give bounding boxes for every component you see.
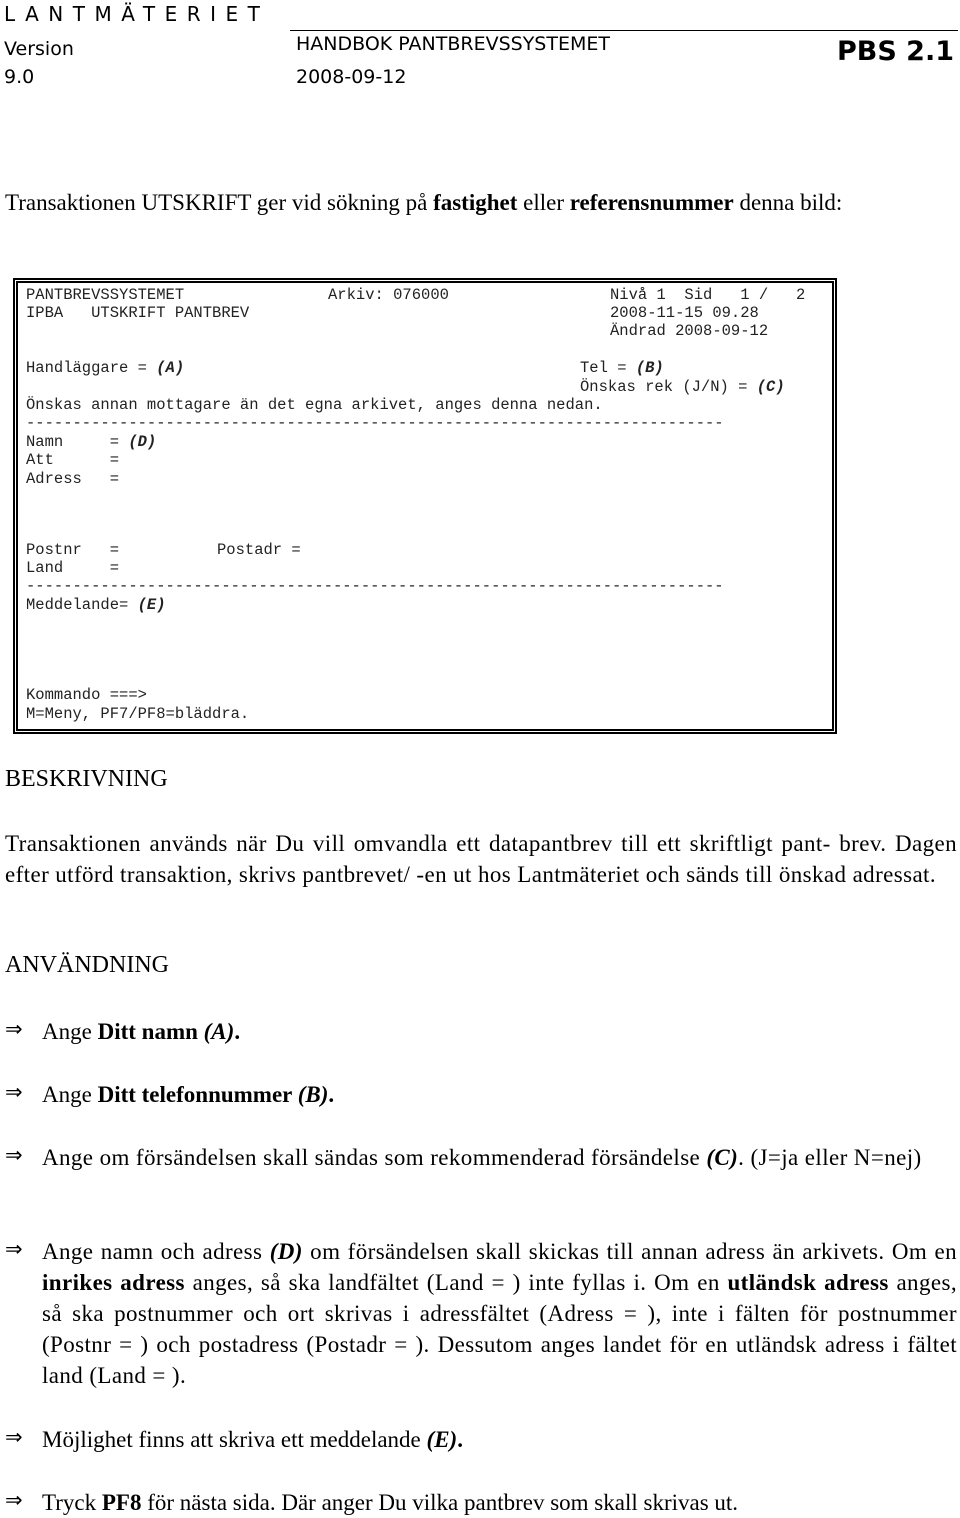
- terminal-screen: [16, 281, 834, 731]
- document-code: PBS 2.1: [836, 36, 954, 67]
- arrow-icon: ⇒: [5, 1488, 23, 1512]
- marker-e: (E): [137, 596, 166, 614]
- arrow-icon: ⇒: [5, 1425, 23, 1449]
- section-heading-anvandning: ANVÄNDNING: [5, 952, 169, 978]
- header-rule: [290, 30, 958, 31]
- other-recipient-instruction: Önskas annan mottagare än det egna arkivet, anges denna nedan.: [26, 396, 603, 414]
- company-brand: LANTMÄTERIET: [4, 2, 270, 26]
- handbook-title: HANDBOK PANTBREVSSYSTEMET: [296, 33, 610, 55]
- changed-date: Ändrad 2008-09-12: [610, 322, 769, 340]
- section-heading-beskrivning: BESKRIVNING: [5, 766, 168, 792]
- arrow-icon: ⇒: [5, 1143, 23, 1167]
- marker-b: (B): [635, 359, 664, 377]
- system-name: PANTBREVSSYSTEMET: [26, 286, 185, 304]
- program-name: IPBA UTSKRIFT PANTBREV: [26, 304, 250, 322]
- separator-line: ---------------------------------------------------------------------------: [26, 414, 724, 432]
- land-field[interactable]: Land =: [26, 559, 120, 577]
- marker-c: (C): [756, 378, 785, 396]
- version-label: Version: [4, 38, 74, 60]
- handlaggare-field[interactable]: Handläggare = (A): [26, 359, 185, 377]
- arrow-icon: ⇒: [5, 1237, 23, 1261]
- meddelande-field[interactable]: Meddelande= (E): [26, 596, 166, 614]
- separator-line: ---------------------------------------------------------------------------: [26, 577, 724, 595]
- menu-hint: M=Meny, PF7/PF8=bläddra.: [26, 705, 250, 723]
- postadr-field[interactable]: Postadr =: [217, 541, 301, 559]
- intro-paragraph: Transaktionen UTSKRIFT ger vid sökning på fastighet eller referensnummer denna bild:: [5, 190, 843, 215]
- timestamp: 2008-11-15 09.28: [610, 304, 759, 322]
- rek-field[interactable]: Önskas rek (J/N) = (C): [580, 378, 785, 396]
- marker-d: (D): [128, 433, 157, 451]
- document-date: 2008-09-12: [296, 66, 407, 88]
- beskrivning-paragraph: Transaktionen används när Du vill omvandla ett datapantbrev till ett skriftligt pant- brev. Dagen efter utförd transaktion, skrivs pantbrevet/ -en ut hos Lantmäteriet och sänds till önskad adressat.: [5, 831, 957, 887]
- archive-field: Arkiv: 076000: [328, 286, 449, 304]
- version-number: 9.0: [4, 66, 35, 88]
- arrow-icon: ⇒: [5, 1080, 23, 1104]
- page-indicator: Nivå 1 Sid 1 / 2: [610, 286, 806, 304]
- arrow-icon: ⇒: [5, 1017, 23, 1041]
- postnr-field[interactable]: Postnr =: [26, 541, 120, 559]
- adress-field[interactable]: Adress =: [26, 470, 120, 488]
- tel-field[interactable]: Tel = (B): [580, 359, 664, 377]
- marker-a: (A): [156, 359, 185, 377]
- namn-field[interactable]: Namn = (D): [26, 433, 157, 451]
- command-input[interactable]: Kommando ===>: [26, 686, 147, 704]
- att-field[interactable]: Att =: [26, 451, 120, 469]
